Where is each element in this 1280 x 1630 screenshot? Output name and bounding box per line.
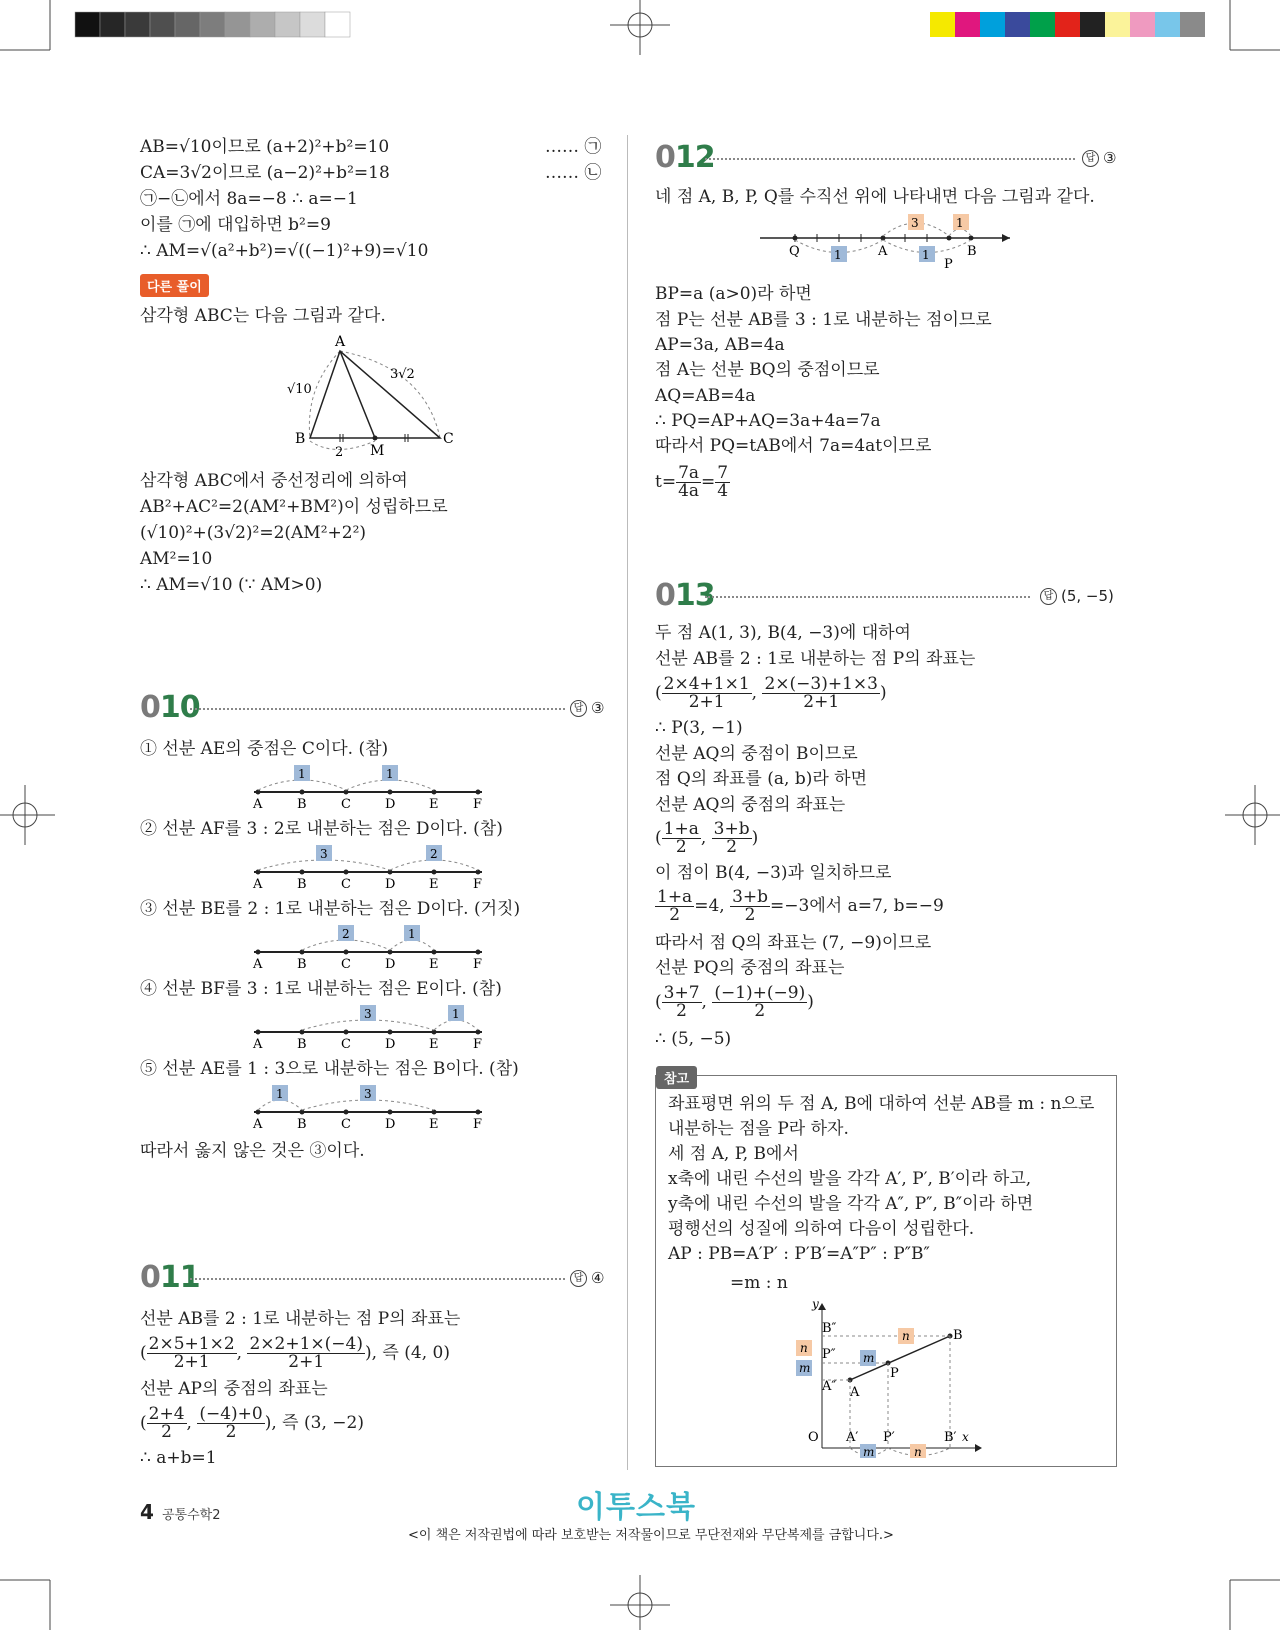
numberline-point-label: E <box>429 957 439 970</box>
numberline-arc <box>302 1100 434 1110</box>
numberline-point-label: D <box>385 957 396 970</box>
numberline-point-label: C <box>341 957 351 970</box>
left-line-2: CA=3√2이므로 (a−2)²+b²=18 <box>140 163 390 183</box>
note-foot-b2: B″ <box>822 1321 837 1336</box>
note-line-2: 내분하는 점을 P라 하자. <box>668 1119 849 1139</box>
numberline-point <box>300 870 305 875</box>
numberline-arc <box>390 860 478 870</box>
numberline-ratio-label: 3 <box>320 847 328 861</box>
numberline-ratio-label: 1 <box>408 927 416 941</box>
alt-intro: 삼각형 ABC는 다음 그림과 같다. <box>140 306 386 326</box>
numberline-point <box>256 1110 261 1115</box>
gray-swatch <box>125 12 150 37</box>
numberline-ratio-label: 1 <box>298 767 306 781</box>
note-foot-p1: P′ <box>883 1430 895 1445</box>
numberline-point-label: E <box>429 1037 439 1050</box>
numberline-point-label: B <box>297 957 307 970</box>
color-swatch <box>1180 12 1205 37</box>
gray-swatch <box>300 12 325 37</box>
numberline-point-label: B <box>297 797 307 810</box>
numberline-point <box>388 870 393 875</box>
problem-011-answer: 답 ④ <box>570 1269 604 1287</box>
problem-012-leader <box>705 158 1075 160</box>
p013-line-4: ∴ P(3, −1) <box>655 718 743 738</box>
numberline-point <box>256 1030 261 1035</box>
note-n-pb: n <box>902 1329 910 1343</box>
problem-012-number: 012 <box>655 140 715 175</box>
numberline-point <box>432 950 437 955</box>
numberline-point <box>388 950 393 955</box>
tri-label-c: C <box>443 431 454 447</box>
color-swatch <box>1155 12 1180 37</box>
p010-statement-1: ① 선분 AE의 중점은 C이다. (참) <box>140 739 389 759</box>
p012-seg-qa: 1 <box>834 248 842 262</box>
numberline-ratio-label: 1 <box>386 767 394 781</box>
numberline-point-label: A <box>253 797 263 810</box>
note-point-b: B <box>953 1328 963 1343</box>
numberline-point <box>388 790 393 795</box>
numberline-arc <box>390 940 434 950</box>
p011-line-2: ( $\frac{2\times 5+1\times 2}{2+1}$ , $\frac{2\times 2+1\times(-4)}{2+1}$ ), 즉 (4, 0) <box>140 1334 450 1372</box>
numberline-point <box>300 950 305 955</box>
numberline-arc <box>302 1020 434 1030</box>
note-line-3: 세 점 A, P, B에서 <box>668 1144 799 1164</box>
p012-numberline <box>755 210 1015 272</box>
numberline-ratio-label: 3 <box>364 1007 372 1021</box>
p012-line-3: AP=3a, AB=4a <box>655 335 785 355</box>
copyright-notice: <이 책은 저작권법에 따라 보호받는 저작물이므로 무단전재와 무단복제를 금합니다.> <box>408 1528 894 1543</box>
note-point-p: P <box>890 1366 899 1381</box>
gray-swatch <box>250 12 275 37</box>
alt-line-3: (√10)²+(3√2)²=2(AM²+2²) <box>140 523 367 543</box>
p013-line-7: 선분 AQ의 중점의 좌표는 <box>655 795 846 815</box>
alt-line-5: ∴ AM=√10 (∵ AM>0) <box>140 575 323 595</box>
p011-line-1: 선분 AB를 2 : 1로 내분하는 점 P의 좌표는 <box>140 1309 461 1329</box>
tri-label-ac: 3√2 <box>390 367 415 382</box>
numberline-point-label: D <box>385 1117 396 1130</box>
numberline-point <box>476 1110 481 1115</box>
note-m-x: m <box>863 1445 875 1458</box>
p010-statement-2: ② 선분 AF를 3 : 2로 내분하는 점은 D이다. (참) <box>140 819 503 839</box>
problem-013-number: 013 <box>655 578 715 613</box>
note-axis-y: y <box>812 1298 819 1311</box>
numberline-point-label: B <box>297 1117 307 1130</box>
numberline-point <box>432 1110 437 1115</box>
problem-011-number: 011 <box>140 1260 200 1295</box>
p010-numberline-1 <box>250 762 500 810</box>
numberline-arc <box>434 1020 478 1030</box>
numberline-point-label: C <box>341 877 351 890</box>
note-line-8: =m : n <box>730 1273 788 1293</box>
numberline-ratio-label: 2 <box>342 927 350 941</box>
gray-swatch <box>75 12 100 37</box>
note-point-a: A <box>850 1385 860 1400</box>
p010-statement-3: ③ 선분 BE를 2 : 1로 내분하는 점은 D이다. (거짓) <box>140 899 521 919</box>
left-line-2-tag: …… ㉡ <box>545 163 602 183</box>
triangle-figure <box>285 333 455 458</box>
numberline-arc <box>302 940 390 950</box>
gray-swatch <box>325 12 350 37</box>
tri-label-b: B <box>295 431 306 447</box>
numberline-point-label: C <box>341 1037 351 1050</box>
p013-line-6: 점 Q의 좌표를 (a, b)라 하면 <box>655 769 868 789</box>
p011-line-4: ( $\frac{2+4}{2}$ , $\frac{(-4)+0}{2}$ ), 즉 (3, −2) <box>140 1404 364 1442</box>
numberline-point-label: D <box>385 797 396 810</box>
color-swatch <box>1030 12 1055 37</box>
numberline-point <box>476 870 481 875</box>
numberline-point-label: C <box>341 1117 351 1130</box>
numberline-point <box>344 870 349 875</box>
note-label: 참고 <box>656 1066 697 1089</box>
alt-line-4: AM²=10 <box>140 549 213 569</box>
p013-line-13: ( $\frac{3+7}{2}$ , $\frac{(-1)+(-9)}{2}$ ) <box>655 983 814 1021</box>
p013-line-12: 선분 PQ의 중점의 좌표는 <box>655 958 845 978</box>
numberline-point-label: D <box>385 1037 396 1050</box>
numberline-ratio-label: 2 <box>430 847 438 861</box>
p013-line-1: 두 점 A(1, 3), B(4, −3)에 대하여 <box>655 623 911 643</box>
p013-line-8: ( $\frac{1+a}{2}$ , $\frac{3+b}{2}$ ) <box>655 819 759 857</box>
problem-011-leader <box>190 1278 565 1280</box>
p010-numberline-3 <box>250 922 500 970</box>
p010-conclusion: 따라서 옳지 않은 것은 ③이다. <box>140 1141 365 1161</box>
numberline-point-label: F <box>473 797 483 810</box>
gray-swatch <box>150 12 175 37</box>
p010-statement-4: ④ 선분 BF를 3 : 1로 내분하는 점은 E이다. (참) <box>140 979 502 999</box>
color-swatch <box>1080 12 1105 37</box>
numberline-ratio-label: 1 <box>276 1087 284 1101</box>
p012-label-p: P <box>944 257 953 272</box>
color-swatch <box>930 12 955 37</box>
p013-line-10: $\frac{1+a}{2}$ =4, $\frac{3+b}{2}$ =−3에서 a=7, b=−9 <box>657 887 944 925</box>
left-line-3: ㉠−㉡에서 8a=−8 ∴ a=−1 <box>140 189 358 209</box>
p010-numberline-5 <box>250 1082 500 1130</box>
alt-line-2: AB²+AC²=2(AM²+BM²)이 성립하므로 <box>140 497 448 517</box>
tri-label-a: A <box>335 334 346 350</box>
p013-line-14: ∴ (5, −5) <box>655 1029 732 1049</box>
color-swatch <box>1005 12 1030 37</box>
numberline-point <box>476 790 481 795</box>
numberline-point <box>388 1110 393 1115</box>
numberline-point-label: F <box>473 1117 483 1130</box>
color-swatch <box>980 12 1005 37</box>
p013-line-2: 선분 AB를 2 : 1로 내분하는 점 P의 좌표는 <box>655 649 976 669</box>
numberline-point-label: B <box>297 1037 307 1050</box>
tri-label-m: M <box>370 443 385 458</box>
numberline-arc <box>346 780 434 790</box>
numberline-point <box>256 790 261 795</box>
note-origin: O <box>808 1430 819 1445</box>
p012-line-7: 따라서 PQ=tAB에서 7a=4at이므로 <box>655 436 932 456</box>
p010-numberline-4 <box>250 1002 500 1050</box>
column-divider <box>627 135 628 1470</box>
numberline-point <box>476 1030 481 1035</box>
numberline-point-label: A <box>253 1117 263 1130</box>
p013-line-5: 선분 AQ의 중점이 B이므로 <box>655 744 858 764</box>
numberline-point <box>476 950 481 955</box>
note-line-7: AP : PB=A′P′ : P′B′=A″P″ : P″B″ <box>668 1244 930 1264</box>
numberline-point-label: C <box>341 797 351 810</box>
problem-010-number: 010 <box>140 690 200 725</box>
p011-line-5: ∴ a+b=1 <box>140 1448 217 1468</box>
numberline-point-label: D <box>385 877 396 890</box>
numberline-point <box>432 870 437 875</box>
gray-calibration-bar <box>75 12 350 37</box>
numberline-point-label: A <box>253 1037 263 1050</box>
numberline-arc <box>258 1100 302 1110</box>
color-swatch <box>1130 12 1155 37</box>
note-line-4: x축에 내린 수선의 발을 각각 A′, P′, B′이라 하고, <box>668 1169 1032 1189</box>
note-n-x: n <box>914 1445 922 1458</box>
note-m-ap: m <box>863 1351 875 1365</box>
numberline-point <box>344 950 349 955</box>
numberline-point-label: A <box>253 957 263 970</box>
numberline-point-label: B <box>297 877 307 890</box>
note-line-5: y축에 내린 수선의 발을 각각 A″, P″, B″이라 하면 <box>668 1194 1034 1214</box>
left-line-4: 이를 ㉠에 대입하면 b²=9 <box>140 215 331 235</box>
color-swatch <box>1055 12 1080 37</box>
problem-010-answer: 답 ③ <box>570 699 604 717</box>
p013-line-11: 따라서 점 Q의 좌표는 (7, −9)이므로 <box>655 933 932 953</box>
numberline-point <box>256 950 261 955</box>
p012-line-4: 점 A는 선분 BQ의 중점이므로 <box>655 360 880 380</box>
numberline-point-label: E <box>429 1117 439 1130</box>
numberline-point <box>300 1030 305 1035</box>
problem-012-answer: 답 ③ <box>1082 149 1116 167</box>
problem-010-leader <box>190 708 565 710</box>
numberline-point <box>300 1110 305 1115</box>
note-foot-a1: A′ <box>846 1430 859 1445</box>
note-m-y: m <box>799 1361 811 1375</box>
note-axis-x: x <box>962 1430 969 1444</box>
numberline-point-label: E <box>429 877 439 890</box>
gray-swatch <box>275 12 300 37</box>
numberline-point <box>432 1030 437 1035</box>
page-number: 4 <box>140 1500 154 1524</box>
p012-label-b: B <box>967 244 977 259</box>
numberline-point-label: F <box>473 957 483 970</box>
gray-swatch <box>100 12 125 37</box>
left-line-5: ∴ AM=√(a²+b²)=√((−1)²+9)=√10 <box>140 241 429 261</box>
p010-statement-5: ⑤ 선분 AE를 1 : 3으로 내분하는 점은 B이다. (참) <box>140 1059 519 1079</box>
p012-line-2: 점 P는 선분 AB를 3 : 1로 내분하는 점이므로 <box>655 310 992 330</box>
alt-solution-label: 다른 풀이 <box>140 274 209 297</box>
numberline-ratio-label: 3 <box>364 1087 372 1101</box>
p012-seg-ab: 1 <box>922 248 930 262</box>
p011-line-3: 선분 AP의 중점의 좌표는 <box>140 1379 328 1399</box>
tri-label-bm: 2 <box>335 445 344 458</box>
gray-swatch <box>200 12 225 37</box>
numberline-point <box>344 1030 349 1035</box>
note-line-1: 좌표평면 위의 두 점 A, B에 대하여 선분 AB를 m : n으로 <box>668 1094 1095 1114</box>
left-line-1-tag: …… ㉠ <box>545 137 602 157</box>
numberline-ratio-label: 1 <box>452 1007 460 1021</box>
p012-line-8: t= $\frac{7a}{4a}$ = $\frac{7}{4}$ <box>655 463 729 501</box>
numberline-point-label: F <box>473 1037 483 1050</box>
color-swatch <box>955 12 980 37</box>
p012-intro: 네 점 A, B, P, Q를 수직선 위에 나타내면 다음 그림과 같다. <box>655 187 1095 207</box>
book-title: 공통수학2 <box>162 1508 221 1523</box>
note-line-6: 평행선의 성질에 의하여 다음이 성립한다. <box>668 1219 975 1239</box>
note-n-y: n <box>800 1341 808 1355</box>
numberline-point <box>300 790 305 795</box>
p010-numberline-2 <box>250 842 500 890</box>
gray-swatch <box>175 12 200 37</box>
p012-line-5: AQ=AB=4a <box>655 386 756 406</box>
p012-label-a: A <box>878 244 888 259</box>
numberline-point-label: F <box>473 877 483 890</box>
note-coordinate-figure <box>790 1298 990 1458</box>
tri-label-ab: √10 <box>287 382 312 397</box>
numberline-point <box>432 790 437 795</box>
numberline-point-label: E <box>429 797 439 810</box>
problem-013-leader <box>705 596 1030 598</box>
numberline-arc <box>258 780 346 790</box>
numberline-point-label: A <box>253 877 263 890</box>
note-foot-a2: A″ <box>822 1379 837 1394</box>
numberline-point <box>344 1110 349 1115</box>
left-line-1: AB=√10이므로 (a+2)²+b²=10 <box>140 137 390 157</box>
p012-line-1: BP=a (a>0)라 하면 <box>655 284 812 304</box>
note-foot-p2: P″ <box>822 1347 836 1362</box>
gray-swatch <box>225 12 250 37</box>
p013-line-9: 이 점이 B(4, −3)과 일치하므로 <box>655 863 892 883</box>
note-foot-b1: B′ <box>944 1430 957 1445</box>
p012-seg-pb: 1 <box>956 216 964 230</box>
p012-line-6: ∴ PQ=AP+AQ=3a+4a=7a <box>655 411 881 431</box>
p013-line-3: ( $\frac{2\times 4+1\times 1}{2+1}$ , $\frac{2\times(-3)+1\times 3}{2+1}$ ) <box>655 674 887 712</box>
numberline-point <box>256 870 261 875</box>
alt-line-1: 삼각형 ABC에서 중선정리에 의하여 <box>140 471 408 491</box>
numberline-arc <box>258 860 390 870</box>
numberline-point <box>388 1030 393 1035</box>
color-calibration-bar <box>930 12 1205 37</box>
problem-013-answer: 답 (5, −5) <box>1040 587 1114 605</box>
color-swatch <box>1105 12 1130 37</box>
p012-seg-ap: 3 <box>911 216 919 230</box>
publisher-logo: 이투스북 <box>576 1490 696 1525</box>
p012-label-q: Q <box>789 244 800 259</box>
numberline-point <box>344 790 349 795</box>
